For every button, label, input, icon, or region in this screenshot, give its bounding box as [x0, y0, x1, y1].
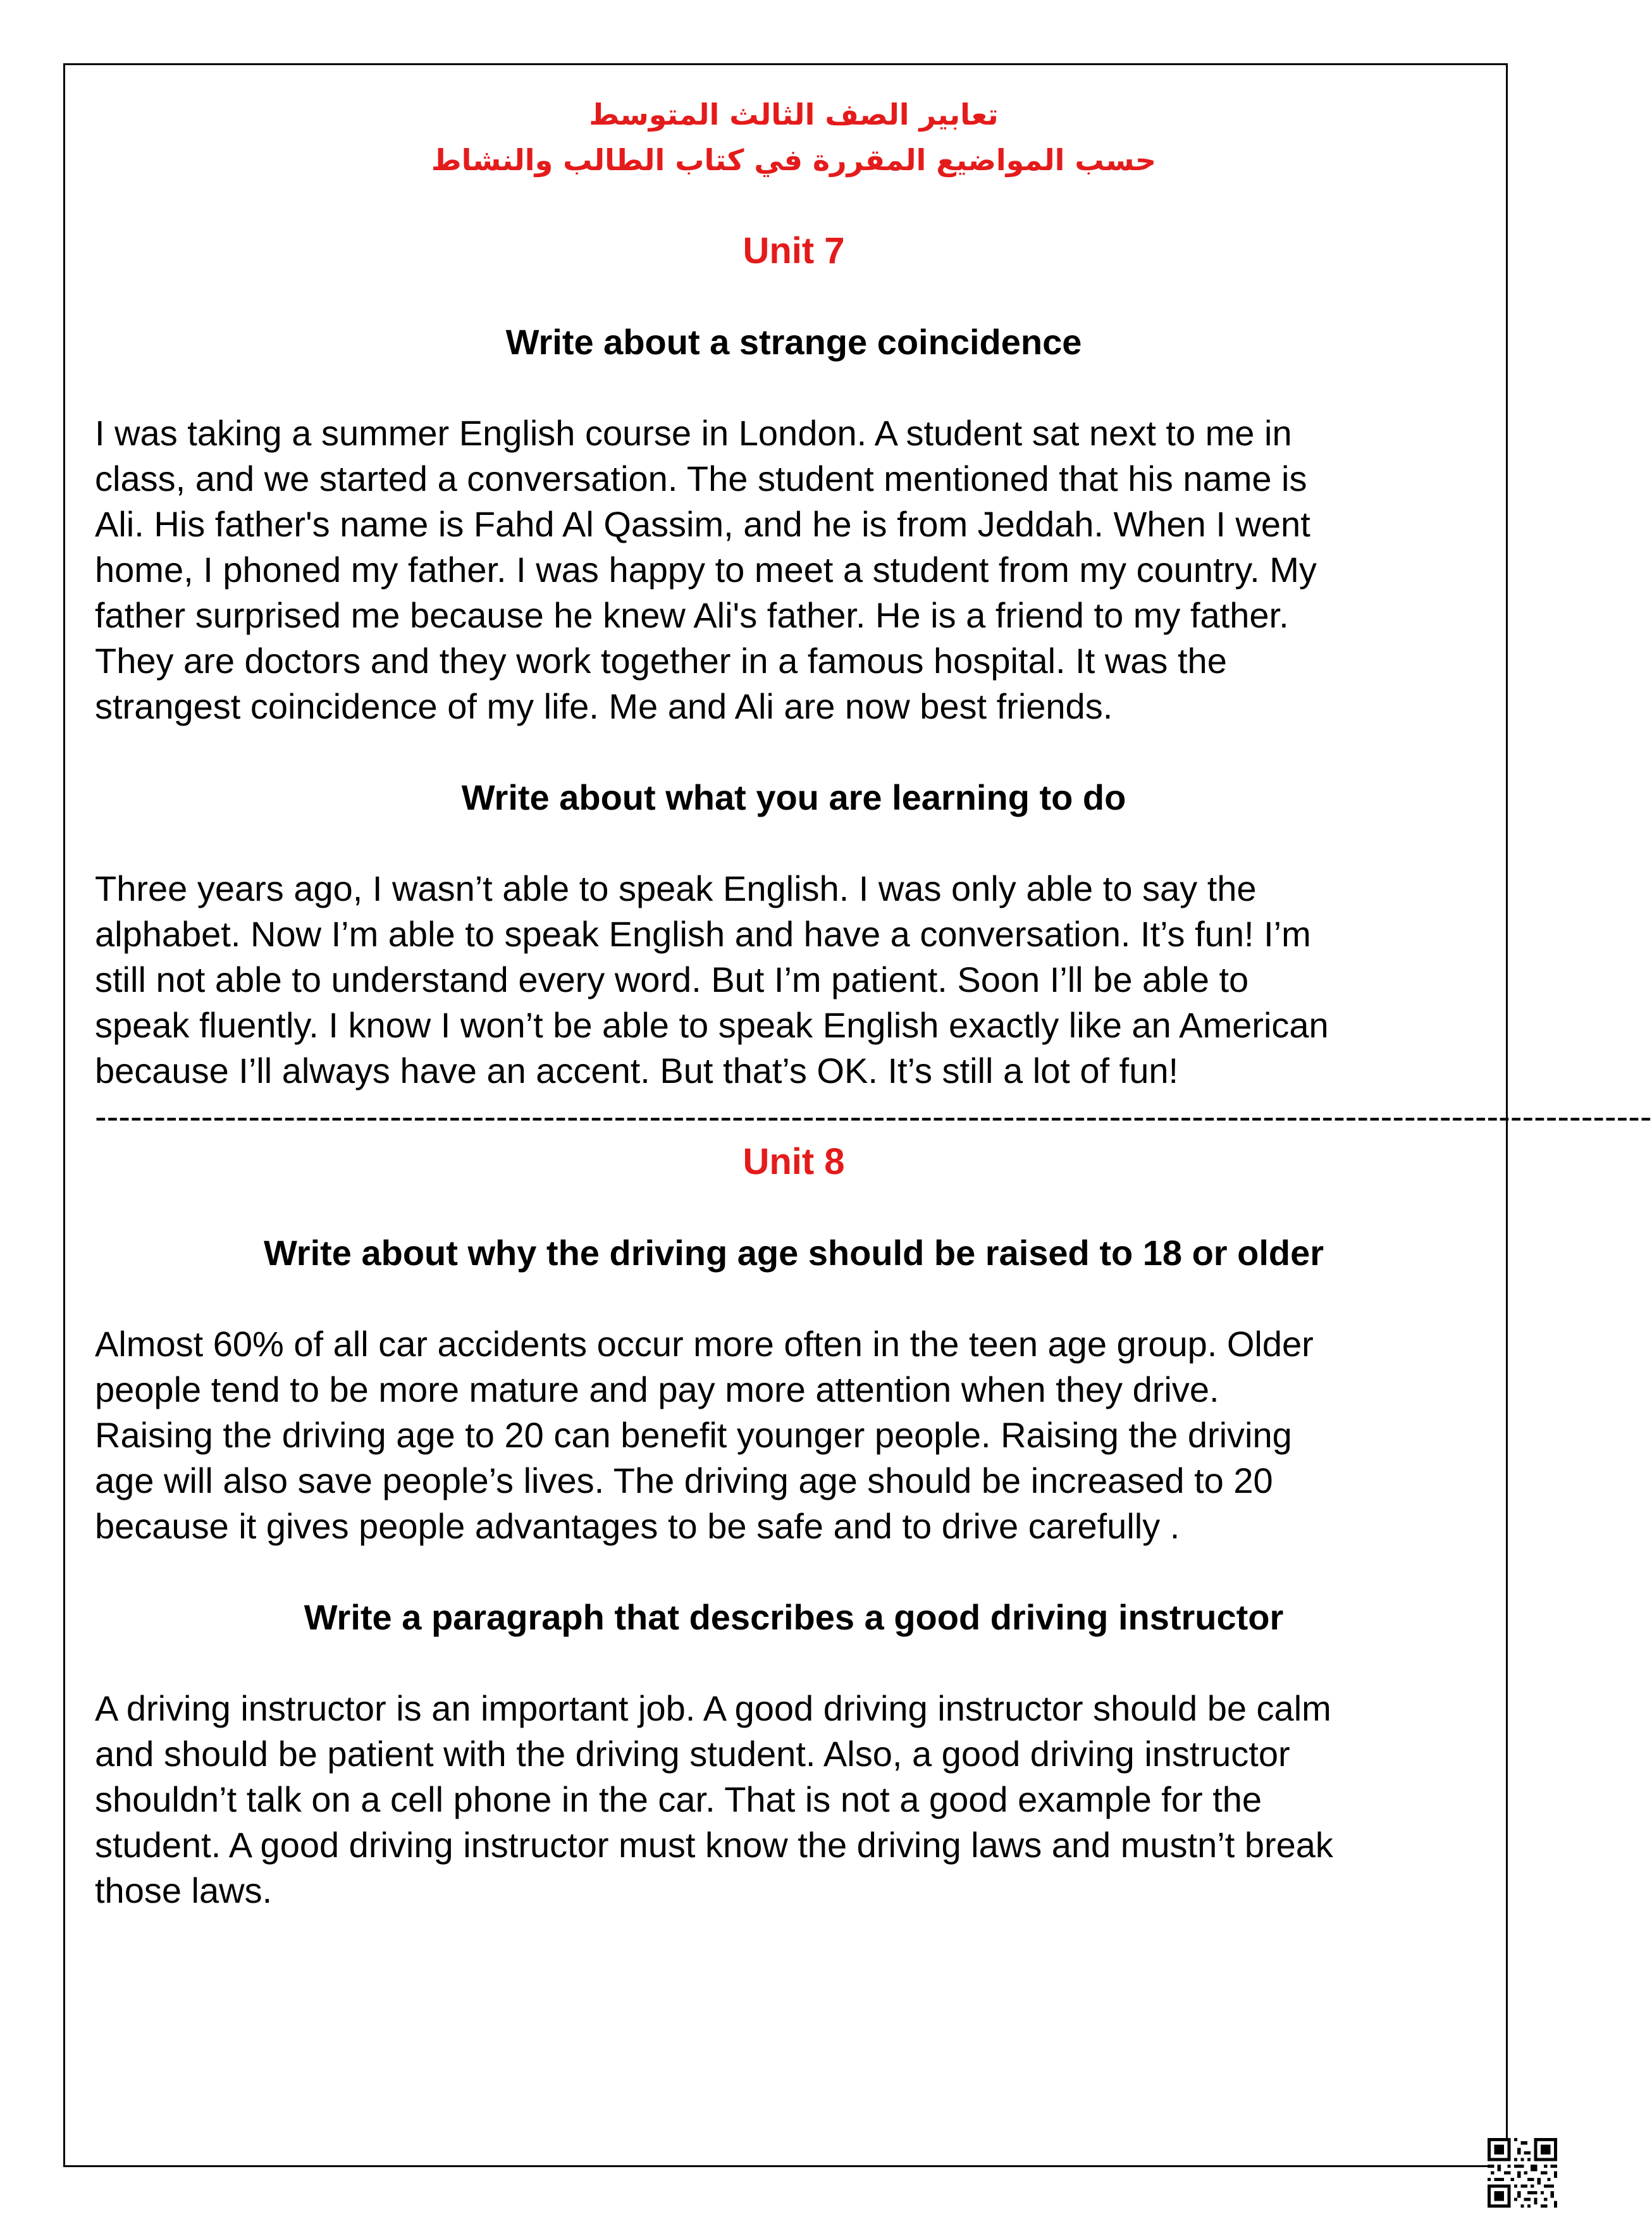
paragraph-line: Ali. His father's name is Fahd Al Qassim, and he is from Jeddah. When I went: [95, 504, 1310, 544]
spacer: [95, 365, 1493, 411]
section-heading-driving-age: Write about why the driving age should be raised to 18 or older: [263, 1233, 1324, 1273]
section-divider: ------------------------------------------------------------------------------------------------------------------------------------: [95, 1096, 1652, 1136]
paragraph-coincidence: [95, 411, 1493, 729]
paragraph-line: strangest coincidence of my life. Me and Ali are now best friends.: [95, 686, 1113, 726]
section-heading-coincidence: Write about a strange coincidence: [505, 322, 1082, 362]
spacer: [95, 274, 1493, 319]
paragraph-line: They are doctors and they work together in a famous hospital. It was the: [95, 641, 1227, 681]
paragraph-line: speak fluently. I know I won’t be able to speak English exactly like an American: [95, 1005, 1329, 1045]
paragraph-line: Almost 60% of all car accidents occur more often in the teen age group. Older: [95, 1324, 1314, 1364]
paragraph-line: A driving instructor is an important job. A good driving instructor should be calm: [95, 1688, 1331, 1728]
section-heading-learning: Write about what you are learning to do: [461, 777, 1126, 817]
spacer: [95, 729, 1493, 775]
paragraph-line: because I’ll always have an accent. But that’s OK. It’s still a lot of fun!: [95, 1051, 1179, 1091]
paragraph-line: Three years ago, I wasn’t able to speak English. I was only able to say the: [95, 868, 1257, 908]
paragraph-line: father surprised me because he knew Ali's father. He is a friend to my father.: [95, 595, 1289, 635]
paragraph-line: home, I phoned my father. I was happy to meet a student from my country. My: [95, 550, 1317, 590]
paragraph-line: I was taking a summer English course in London. A student sat next to me in: [95, 413, 1292, 453]
unit-8-title: Unit 8: [743, 1141, 845, 1182]
paragraph-line: because it gives people advantages to be safe and to drive carefully .: [95, 1506, 1180, 1546]
paragraph-learning: [95, 866, 1493, 1094]
spacer: [95, 1185, 1493, 1230]
document-content: [95, 92, 1652, 1913]
qr-code-icon[interactable]: [1488, 2138, 1557, 2208]
spacer: [95, 820, 1493, 866]
arabic-subtitle: حسب المواضيع المقررة في كتاب الطالب والنشاط: [431, 143, 1157, 177]
section-heading-instructor: Write a paragraph that describes a good driving instructor: [304, 1597, 1284, 1637]
unit-7-title: Unit 7: [743, 230, 845, 271]
paragraph-line: shouldn’t talk on a cell phone in the car. That is not a good example for the: [95, 1779, 1262, 1819]
spacer: [95, 1549, 1493, 1595]
paragraph-driving-age: [95, 1321, 1493, 1549]
paragraph-line: student. A good driving instructor must know the driving laws and mustn’t break: [95, 1825, 1333, 1865]
paragraph-line: alphabet. Now I’m able to speak English and have a conversation. It’s fun! I’m: [95, 914, 1311, 954]
spacer: [95, 1640, 1493, 1686]
paragraph-line: Raising the driving age to 20 can benefit younger people. Raising the driving: [95, 1415, 1292, 1455]
arabic-title: تعابير الصف الثالث المتوسط: [589, 97, 999, 132]
paragraph-line: age will also save people’s lives. The driving age should be increased to 20: [95, 1461, 1273, 1500]
paragraph-line: those laws.: [95, 1870, 273, 1910]
paragraph-line: people tend to be more mature and pay more attention when they drive.: [95, 1369, 1219, 1409]
spacer: [95, 183, 1493, 228]
paragraph-instructor: [95, 1686, 1493, 1913]
paragraph-line: class, and we started a conversation. The student mentioned that his name is: [95, 459, 1307, 498]
paragraph-line: still not able to understand every word. But I’m patient. Soon I’ll be able to: [95, 960, 1249, 999]
spacer: [95, 1276, 1493, 1321]
paragraph-line: and should be patient with the driving student. Also, a good driving instructor: [95, 1734, 1290, 1774]
